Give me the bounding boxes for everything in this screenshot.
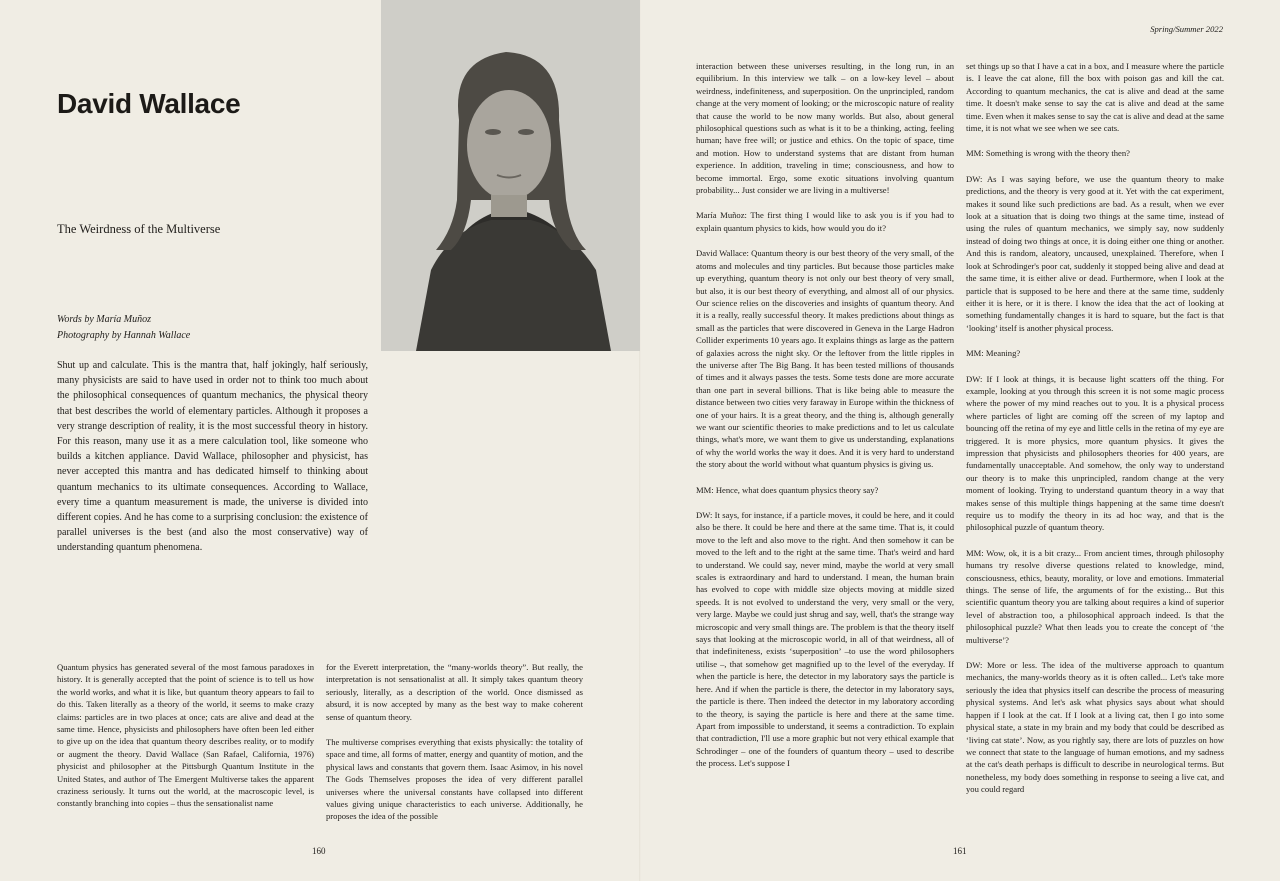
- article-credits: [57, 312, 190, 344]
- page-number-left: 160: [312, 846, 326, 856]
- issue-label: Spring/Summer 2022: [1150, 24, 1223, 34]
- article-subtitle: The Weirdness of the Multiverse: [57, 222, 221, 236]
- article-title: David Wallace: [57, 88, 241, 119]
- body-paragraph: MM: Something is wrong with the theory then?: [966, 148, 1130, 159]
- credit-words: Words by María Muñoz: [57, 314, 151, 325]
- body-paragraph: for the Everett interpretation, the “many-worlds theory”. But really, the interpretation is not sensationalist at all. It simply takes quantum theory seriously, literally, as a description of the world. Once dismissed as absurd, it is now accepted by many as the best way to make coherent sense of quantum theory.: [326, 662, 583, 722]
- body-column-1: [57, 661, 314, 823]
- body-column-4: [966, 60, 1224, 809]
- body-paragraph: María Muñoz: The first thing I would like to ask you is if you had to explain quantum physics to kids, how would you do it?: [696, 210, 954, 233]
- body-paragraph: MM: Hence, what does quantum physics theory say?: [696, 484, 879, 495]
- body-paragraph: Quantum physics has generated several of the most famous paradoxes in history. It is generally accepted that the point of science is to tell us how the world works, and what it is like, but quantum theory appears to fail to do this. Taken literally as a theory of the world, it seems to make crazy claims: particles are in two places at once; cats are alive and dead at the same time. Hence, physicists and philosophers have often been led either to give up on the idea that quantum theory describes reality, or to modify or augment the theory. David Wallace (San Rafael, California, 1976) physicist and philosopher at the Pittsburgh Quantum Institute in the United States, and author of The Emergent Multiverse takes the apparent craziness seriously. It turns out the world, at the macroscopic level, is constantly branching into copies – thus the sensationalist name: [57, 662, 314, 809]
- body-paragraph: DW: More or less. The idea of the multiverse approach to quantum mechanics, the many-worlds theory as it is often called... Let's take more seriously the idea that physics itself can describe the process of measuring physical systems. And let's ask what physics says about what should happen if I look at the cat. If I look at a living cat, then I go into some physical state, a state in my brain and my body that could be described as ‘living cat state’. Now, as you rightly say, there are lots of puzzles on how we connect that state to the language of human emotions, and my sadness at the cat's death perhaps is difficult to describe in neurological terms. But nonetheless, my body does something in response to seeing a live cat, and you could regard: [966, 660, 1224, 795]
- body-paragraph: set things up so that I have a cat in a box, and I measure where the particle is. I leave the cat alone, fill the box with poison gas and kill the cat. According to quantum mechanics, the cat is alive and dead at the same time. It doesn't make sense to say the cat is alive and dead at the same time. Even when it makes sense to say the cat is alive and dead at the same time, it is not what we see when we see cats.: [966, 61, 1224, 134]
- body-paragraph: DW: It says, for instance, if a particle moves, it could be here, and it could also be there. It could be here and there at the same time. That is, it could move to the left and also move to the right. And then somehow it can be moved to the left and to the right at the same time. That's weird and hard to understand. We could say, never mind, maybe the world at very small scales is extraordinary and hard to understand. I mean, the human brain has evolved to cope with middle size objects moving at middle sized speeds. It is not evolved to understand the very, very small or the very, very large. Maybe we could just shrug and say, well, that's the strange way microscopic and very small things are. The problem is that the theory itself says that looking at the microscopic world, in all of that weirdness, all of that indefiniteness, exists ‘superposition’ –to use the word philosophers utilise –, that somehow get magnified up to the level of the everyday. If when the particle is here, the detector in my laboratory says the particle is here. And if when the particle is there, the detector in my laboratory says, the particle is there. Then indeed the detector in my laboratory according to the theory, is saying the particle is here and there at the same time. Apart from impossible to understand, it seems a contradiction. To explain that contradiction, I'll use a more graphic but not very ethical example that Schrodinger – one of the founders of quantum theory – used to describe the process. Let's suppose I: [696, 510, 954, 769]
- body-column-2: [326, 661, 583, 836]
- body-paragraph: DW: As I was saying before, we use the quantum theory to make predictions, and the theory is very good at it. Yet with the cat experiment, makes it sound like such predictions are bad. As a result, when we ever look at a situation that is doing two things at the same time, instead of using the rules of quantum mechanics, we simply say, now suddenly instead of doing two things at once, it is doing either one thing or another. And this is random, aleatory, uncaused, unexplained. Therefore, when I look at Schrodinger's poor cat, suddenly it stopped being alive and dead at the same time, it is either alive or dead. Furthermore, when I look at the particle that is supposed to be here and there at the same time, suddenly either it is here, or it is there. I know the idea that the act of looking at something fundamentally changes it is hard to square, but the fact is that ‘looking’ itself is another physical process.: [966, 173, 1224, 333]
- portrait-photo: [381, 0, 640, 351]
- page-number-right: 161: [953, 846, 967, 856]
- body-paragraph: interaction between these universes resulting, in the long run, in an equilibrium. In this interview we talk – on a low-key level – about weirdness, indefiniteness, and superposition. On the unprincipled, random change at the very moment of looking; or the microscopic nature of reality that cause the world to be now many worlds. But also, about general philosophical questions such as what is it to be a thinking, acting, feeling human; have free will; or justice and ethics. On the topic of space, time and motion. How to understand systems that are distant from human experience. In addition, traveling in time; consciousness, and how to become immortal. Ergo, some exotic situations involving quantum probability... Just consider we are living in a multiverse!: [696, 61, 954, 196]
- body-paragraph: David Wallace: Quantum theory is our best theory of the very small, of the atoms and molecules and tiny particles. But because those particles make up everything, quantum theory is not only our best theory of very small, but also, it is our best theory of everything, and almost all of our physics. Our science relies on the discoveries and insights of quantum theory. And it is a really, really successful theory. It makes predictions about things as small as the particles that were discovered in Geneva in the Large Hadron Collider experiments 10 years ago. It explains things as large as the pattern of galaxies across the night sky. Or the leftover from the little ripples in the universe after The Big Bang. It has been tested millions of thousands of times and it always passes the tests. Some tests done are more accurate than one part in several billions. That is like being able to measure the distance between two cities very faraway in Europe within the thickness of one of your hairs. It is a great theory, and the thing is, although generally we want our scientific theories to make predictions and to let us calculate things, what's more, we want them to give us understanding, explanations of why the world works the way it does. And it is very hard to understand the story about the world without what quantum physics is giving us.: [696, 248, 954, 470]
- body-column-3: [696, 60, 954, 783]
- body-paragraph: MM: Wow, ok, it is a bit crazy... From ancient times, through philosophy humans try resolve diverse questions related to knowledge, mind, consciousness, ethics, beauty, morality, or love and emotions. Immaterial things. The sense of life, the arguments of for the existing... But this scientific quantum theory you are talking about requires a kind of superior level of abstraction too, a philosophical approach indeed. Is that the philosophical puzzle? What then leads you to create the concept of ‘the multiverse’?: [966, 547, 1224, 645]
- credit-photography: Photography by Hannah Wallace: [57, 330, 191, 341]
- body-paragraph: MM: Meaning?: [966, 348, 1021, 359]
- body-paragraph: The multiverse comprises everything that exists physically: the totality of space and time, all forms of matter, energy and quantity of motion, and the physical laws and constants that govern them. Isaac Asimov, in his novel The Gods Themselves proposes the idea of very different parallel universes where the universal constants have collapsed into different values giving unique characteristics to each universe. Additionally, he proposes the idea of the possible: [326, 737, 583, 822]
- body-paragraph: DW: If I look at things, it is because light scatters off the thing. For example, looking at you through this screen it is not some magic process where the power of my mind reaches out to you. It is a physical process where particles of light are coming off the screen of my laptop and bouncing off the retina of my eye and little cells in the retina of my eye are triggered. It is more physics, more quantum physics. It gives the impression that physicists and philosophers theories for 400 years, are fundamentally unacceptable. And somehow, the only way to understand our theory is to make this unprincipled, random change at the very moment of looking. Trying to understand quantum theory in a way that makes sense of this multiple things happening at the same time doesn't require us to modify the theory in its ad hoc way, and that is the philosophical puzzle of quantum theory.: [966, 373, 1224, 533]
- intro-paragraph: Shut up and calculate. This is the mantra that, half jokingly, half seriously, many physicists are said to have used in order not to think too much about the philosophical consequences of quantum mechanics, the physical theory that best describes the world of elementary particles. Although it proposes a very strange description of reality, it is the most successful theory in history. For this reason, many use it as a mere calculation tool, like someone who builds a kitchen appliance. David Wallace, philosopher and physicist, has never accepted this mantra and has dedicated himself to thinking about quantum mechanics to its ultimate consequences. According to Wallace, every time a quantum measurement is made, the universe is divided into different copies. And he has come to a surprising conclusion: the existence of parallel universes is the best (and also the most conservative) way of understanding quantum phenomena.: [57, 360, 368, 554]
